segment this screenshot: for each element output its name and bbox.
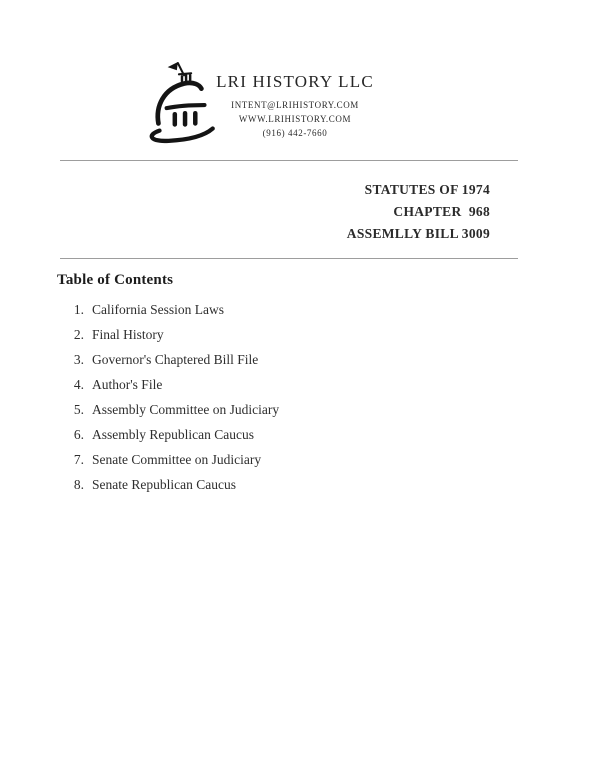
toc-title: Table of Contents xyxy=(57,272,174,288)
toc-item xyxy=(68,453,279,467)
toc-item-label: Final History xyxy=(92,327,164,342)
toc-item-number: 3. xyxy=(73,352,84,367)
toc-item-label: Senate Republican Caucus xyxy=(92,477,236,492)
statutes-line: STATUTES OF 1974 xyxy=(364,182,490,197)
toc-item-number: 4. xyxy=(73,377,84,392)
toc-list xyxy=(68,303,279,503)
website-text: WWW.LRIHISTORY.COM xyxy=(238,114,352,124)
horizontal-rule-bottom xyxy=(60,258,518,259)
company-name: LRI HISTORY LLC xyxy=(216,72,374,91)
toc-item-number: 5. xyxy=(73,402,84,417)
letterhead xyxy=(195,72,395,140)
toc-item xyxy=(68,428,279,442)
email-text: INTENT@LRIHISTORY.COM xyxy=(231,100,359,110)
toc-item-number: 6. xyxy=(73,427,84,442)
toc-item-label: Assembly Republican Caucus xyxy=(92,427,254,442)
statute-reference xyxy=(100,179,490,245)
toc-item-number: 7. xyxy=(73,452,84,467)
toc-item-number: 2. xyxy=(73,327,84,342)
phone-text: (916) 442-7660 xyxy=(262,128,328,138)
toc-item-label: Author's File xyxy=(92,377,163,392)
toc-item xyxy=(68,328,279,342)
toc-item-label: Governor's Chaptered Bill File xyxy=(92,352,259,367)
chapter-line: CHAPTER 968 xyxy=(393,204,490,219)
toc-item xyxy=(68,478,279,492)
toc-item-label: California Session Laws xyxy=(92,302,224,317)
toc-item xyxy=(68,303,279,317)
toc-item-number: 8. xyxy=(73,477,84,492)
toc-item xyxy=(68,403,279,417)
toc-item xyxy=(68,353,279,367)
horizontal-rule-top xyxy=(60,160,518,161)
toc-item-label: Assembly Committee on Judiciary xyxy=(92,402,280,417)
bill-line: ASSEMLLY BILL 3009 xyxy=(346,226,490,241)
toc-item-number: 1. xyxy=(73,302,84,317)
toc-item-label: Senate Committee on Judiciary xyxy=(92,452,262,467)
toc-item xyxy=(68,378,279,392)
